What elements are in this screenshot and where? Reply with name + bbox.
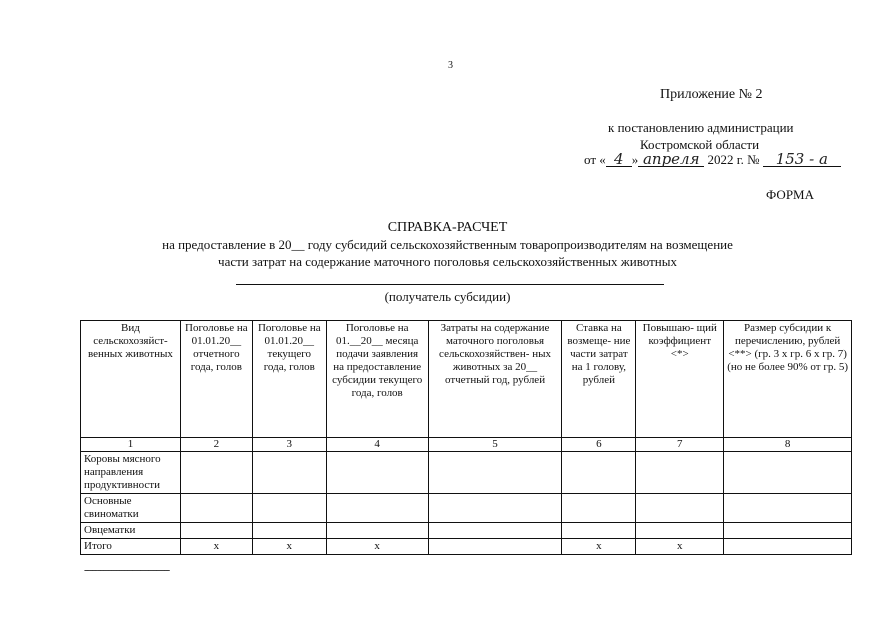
col-header-count-current: Поголовье на 01.01.20__ текущего года, голов [252, 321, 326, 438]
col-header-subsidy-amount: Размер субсидии к перечислению, рублей <**> (гр. 3 x гр. 6 x гр. 7) (но не более 90% от гр. 5) [724, 321, 852, 438]
col-header-rate: Ставка на возмеще- ние части затрат на 1 голову, рублей [562, 321, 636, 438]
col-number: 4 [326, 438, 428, 452]
table-cell[interactable] [180, 452, 252, 494]
table-cell[interactable] [428, 539, 562, 555]
table-cell[interactable] [252, 523, 326, 539]
row-label-total: Итого [81, 539, 181, 555]
col-number: 1 [81, 438, 181, 452]
decree-line-1: к постановлению администрации [608, 120, 794, 135]
recipient-blank-line [236, 284, 664, 285]
table-cell: x [562, 539, 636, 555]
col-header-count-application: Поголовье на 01.__20__ месяца подачи заявления на предоставление субсидии текущего года, голов [326, 321, 428, 438]
table-cell: x [326, 539, 428, 555]
col-header-count-reporting: Поголовье на 01.01.20__ отчетного года, голов [180, 321, 252, 438]
table-cell[interactable] [428, 523, 562, 539]
subsidy-calculation-table [80, 320, 852, 555]
table-cell[interactable] [724, 494, 852, 523]
subtitle-line-2: части затрат на содержание маточного поголовья сельскохозяйственных животных [218, 254, 677, 269]
decree-date-number [584, 152, 841, 168]
row-label-sows: Основные свиноматки [81, 494, 181, 523]
col-number: 5 [428, 438, 562, 452]
decree-month: апреля [638, 152, 704, 167]
recipient-label: (получатель субсидии) [384, 289, 511, 304]
table-cell[interactable] [326, 494, 428, 523]
col-header-costs: Затраты на содержание маточного поголовья сельскохозяйствен- ных животных за 20__ отчетный год, рублей [428, 321, 562, 438]
col-number: 2 [180, 438, 252, 452]
table-cell[interactable] [428, 452, 562, 494]
col-header-animal-type: Вид сельскохозяйст- венных животных [81, 321, 181, 438]
table-cell[interactable] [562, 452, 636, 494]
page-number: 3 [448, 60, 453, 71]
document-title: СПРАВКА-РАСЧЕТ [387, 220, 508, 235]
table-cell: x [180, 539, 252, 555]
row-label-cows: Коровы мясного направления продуктивности [81, 452, 181, 494]
table-cell[interactable] [180, 523, 252, 539]
table-cell[interactable] [724, 452, 852, 494]
table-cell[interactable] [636, 452, 724, 494]
table-cell[interactable] [562, 494, 636, 523]
form-label: ФОРМА [766, 187, 814, 202]
table-cell[interactable] [326, 452, 428, 494]
table-cell[interactable] [252, 452, 326, 494]
appendix-label: Приложение № 2 [660, 87, 763, 102]
table-row [81, 452, 852, 494]
table-cell[interactable] [636, 523, 724, 539]
table-cell[interactable] [724, 523, 852, 539]
table-header-row [81, 321, 852, 438]
table-cell: x [636, 539, 724, 555]
decree-line-2: Костромской области [640, 137, 760, 152]
column-numbers-row [81, 438, 852, 452]
decree-number: 153 - а [763, 152, 841, 167]
decree-year: 2022 г. № [707, 152, 760, 167]
col-number: 6 [562, 438, 636, 452]
table-cell: x [252, 539, 326, 555]
table-cell[interactable] [428, 494, 562, 523]
col-header-coefficient: Повышаю- щий коэффициент <*> [636, 321, 724, 438]
table-row [81, 523, 852, 539]
table-cell[interactable] [252, 494, 326, 523]
table-cell[interactable] [180, 494, 252, 523]
footnote-separator: -------------------------------- [84, 564, 170, 576]
col-number: 3 [252, 438, 326, 452]
table-cell[interactable] [636, 494, 724, 523]
decree-quote-close: » [631, 152, 639, 167]
table-cell[interactable] [326, 523, 428, 539]
table-cell[interactable] [724, 539, 852, 555]
subtitle-line-1: на предоставление в 20__ году субсидий сельскохозяйственным товаропроизводителям на возмещение [162, 237, 733, 252]
decree-from-prefix: от « [584, 152, 606, 167]
table-cell[interactable] [562, 523, 636, 539]
table-row [81, 494, 852, 523]
row-label-ewes: Овцематки [81, 523, 181, 539]
table-row-total [81, 539, 852, 555]
col-number: 8 [724, 438, 852, 452]
col-number: 7 [636, 438, 724, 452]
decree-day: 4 [606, 152, 632, 167]
